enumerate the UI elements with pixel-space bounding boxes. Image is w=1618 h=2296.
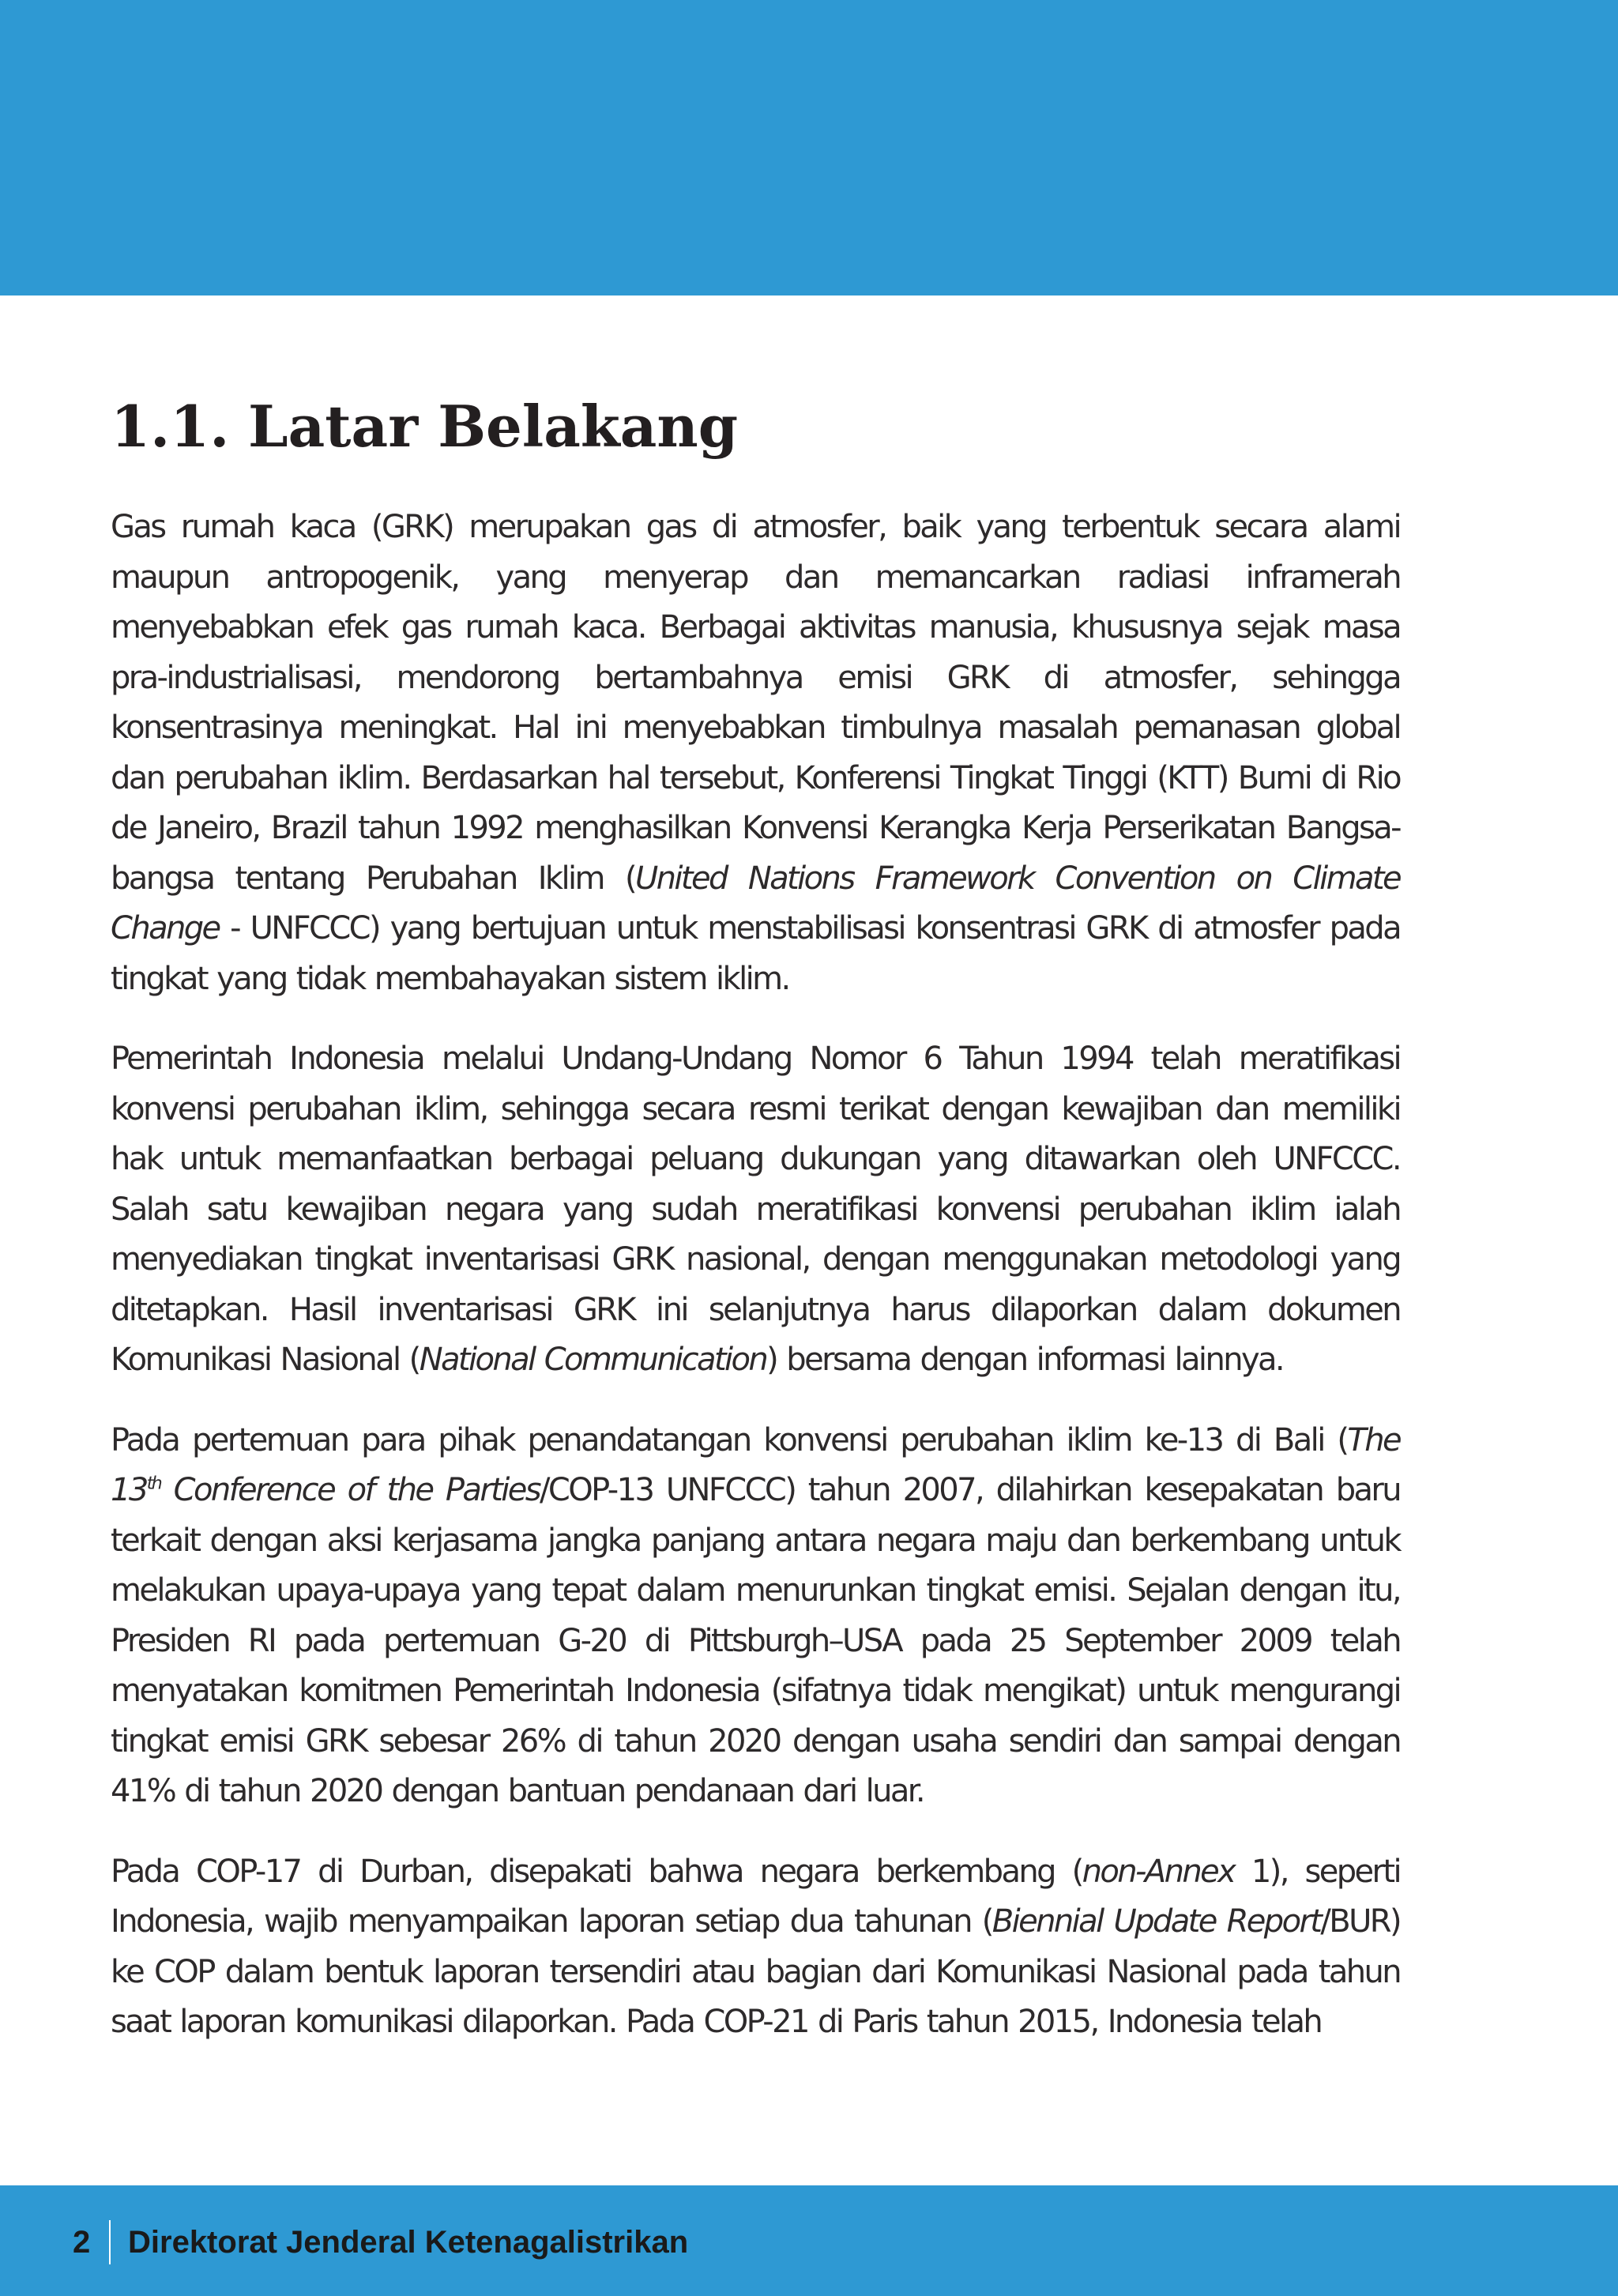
paragraph-1 (111, 502, 1400, 1004)
ordinal-suffix: th (146, 1474, 161, 1494)
italic-term: Conference of the Parties (160, 1472, 540, 1508)
paragraph-text: /BUR) ke COP dalam bentuk laporan tersendiri atau bagian dari Komunikasi Nasional pada tahun saat laporan komunikasi dilaporkan. Pada COP-21 di Paris tahun 2015, Indonesia telah (111, 1903, 1400, 2040)
paragraph-text: - UNFCCC) yang bertujuan untuk menstabilisasi konsentrasi GRK di atmosfer pada tingkat yang tidak membahayakan sistem iklim. (111, 910, 1400, 997)
paragraph-2 (111, 1034, 1400, 1386)
page-number: 2 (73, 2225, 91, 2260)
paragraph-text: ) bersama dengan informasi lainnya. (766, 1342, 1284, 1378)
section-number: 1.1. (111, 393, 230, 460)
paragraph-text: Gas rumah kaca (GRK) merupakan gas di atmosfer, baik yang terbentuk secara alami maupun antropogenik, yang menyerap dan memancarkan radiasi inframerah menyebabkan efek gas rumah kaca. Berbagai aktivitas manusia, khususnya sejak masa pra-industrialisasi, mendorong bertambahnya emisi GRK di atmosfer, sehingga konsentrasinya meningkat. Hal ini menyebabkan timbulnya masalah pemanasan global dan perubahan iklim. Berdasarkan hal tersebut, Konferensi Tingkat Tinggi (KTT) Bumi di Rio de Janeiro, Brazil tahun 1992 menghasilkan Konvensi Kerangka Kerja Perserikatan Bangsa-bangsa tentang Perubahan Iklim ( (111, 509, 1400, 897)
paragraph-text: /COP-13 UNFCCC) tahun 2007, dilahirkan kesepakatan baru terkait dengan aksi kerjasama jangka panjang antara negara maju dan berkembang untuk melakukan upaya-upaya yang tepat dalam menurunkan tingkat emisi. Sejalan dengan itu, Presiden RI pada pertemuan G-20 di Pittsburgh–USA pada 25 September 2009 telah menyatakan komitmen Pemerintah Indonesia (sifatnya tidak mengikat) untuk mengurangi tingkat emisi GRK sebesar 26% di tahun 2020 dengan usaha sendiri dan sampai dengan 41% di tahun 2020 dengan bantuan pendanaan dari luar. (111, 1472, 1400, 1809)
footer-publisher: Direktorat Jenderal Ketenagalistrikan (128, 2225, 689, 2260)
paragraph-text: 1), seperti Indonesia, wajib menyampaikan laporan setiap dua tahunan ( (111, 1853, 1400, 1940)
footer-divider (109, 2220, 111, 2264)
italic-term: The 13 (111, 1421, 1400, 1508)
italic-term: non-Annex (1082, 1853, 1235, 1890)
paragraph-3 (111, 1416, 1400, 1817)
ordinal-superscript (147, 1474, 160, 1494)
paragraph-text: Pada COP-17 di Durban, disepakati bahwa negara berkembang ( (111, 1853, 1082, 1890)
section-heading (111, 387, 1400, 466)
section-title: Latar Belakang (248, 393, 739, 460)
page-content (111, 387, 1400, 2078)
paragraph-text: Pada pertemuan para pihak penandatangan konvensi perubahan iklim ke-13 di Bali ( (111, 1421, 1348, 1459)
header-color-band (0, 0, 1618, 295)
italic-term: Biennial Update Report (991, 1903, 1321, 1940)
paragraph-4 (111, 1847, 1400, 2048)
italic-term: National Communication (419, 1342, 767, 1378)
paragraph-text: Pemerintah Indonesia melalui Undang-Undang Nomor 6 Tahun 1994 telah meratifikasi konvensi perubahan iklim, sehingga secara resmi terikat dengan kewajiban dan memiliki hak untuk memanfaatkan berbagai peluang dukungan yang ditawarkan oleh UNFCCC. Salah satu kewajiban negara yang sudah meratifikasi konvensi perubahan iklim ialah menyediakan tingkat inventarisasi GRK nasional, dengan menggunakan metodologi yang ditetapkan. Hasil inventarisasi GRK ini selanjutnya harus dilaporkan dalam dokumen Komunikasi Nasional ( (111, 1041, 1400, 1378)
italic-term: United Nations Framework Convention on Climate Change (111, 860, 1401, 947)
